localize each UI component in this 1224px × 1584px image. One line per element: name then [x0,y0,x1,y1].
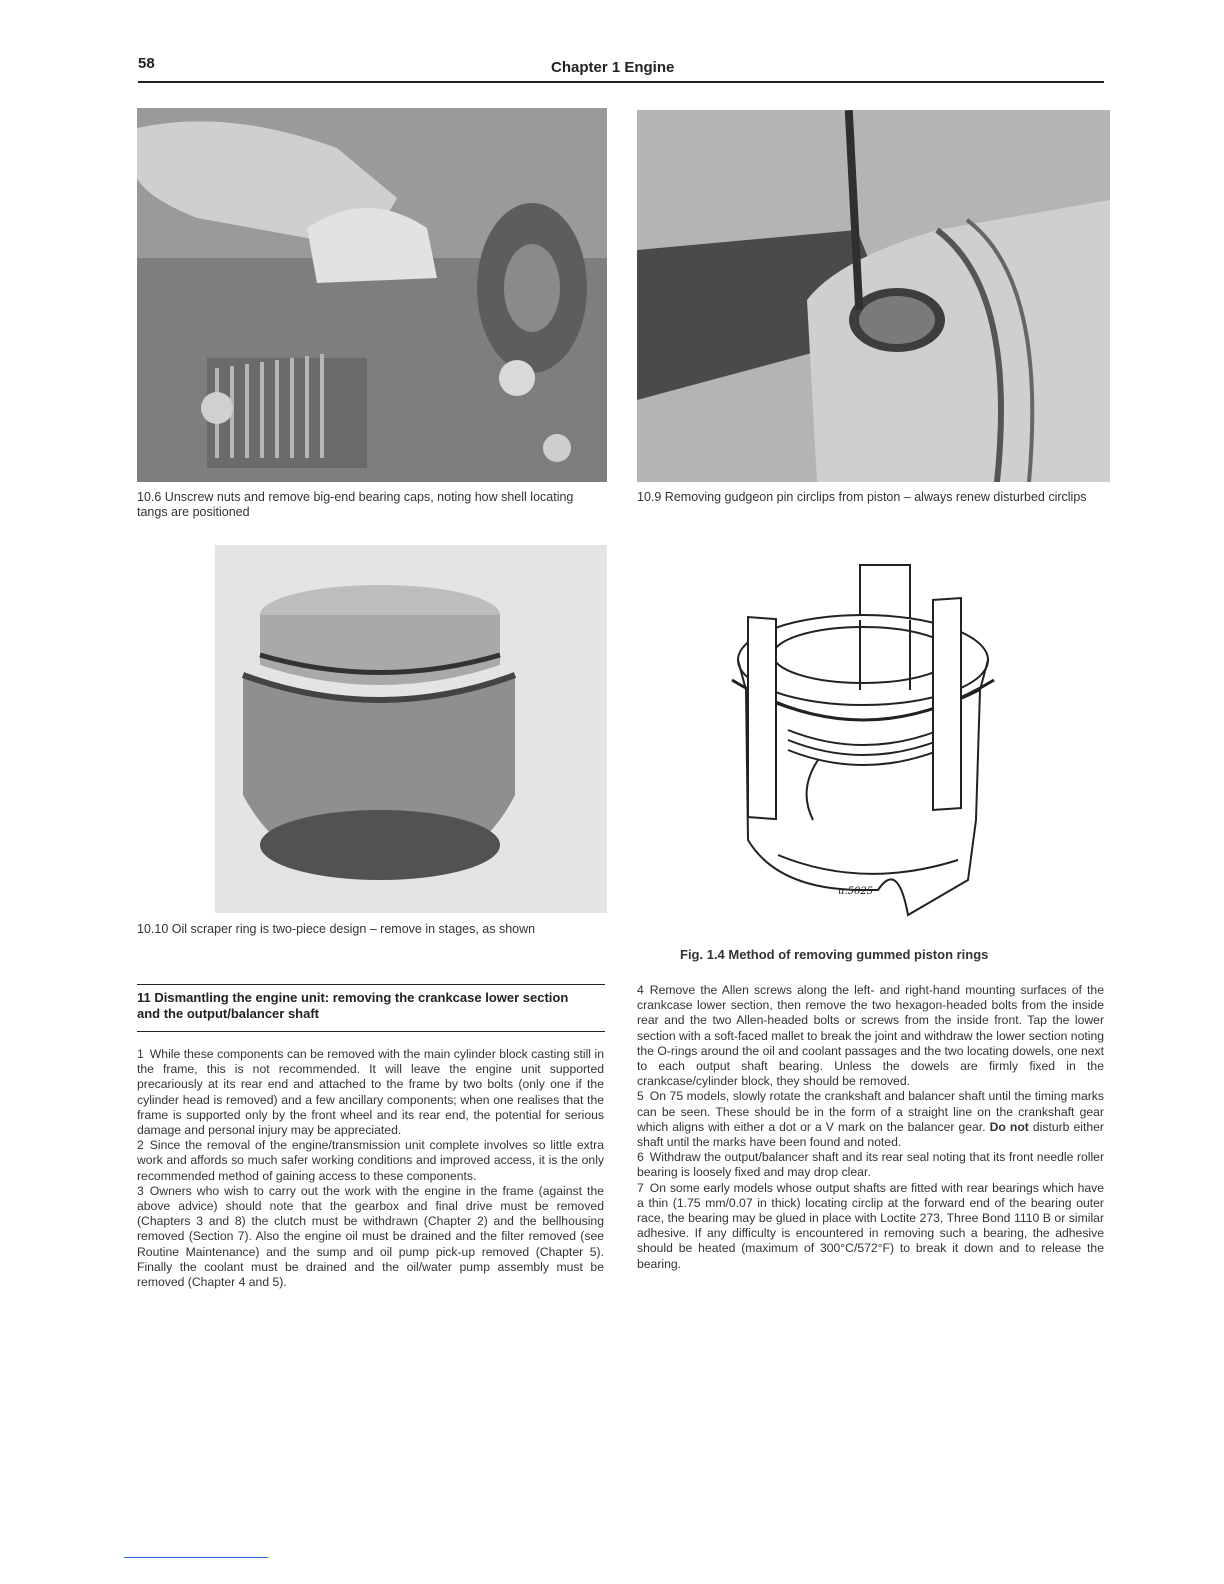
paragraph-7: 7 On some early models whose output shafts are fitted with rear bearings which have a thin (1.75 mm/0.07 in thick) locating circlip at the forward end of the bearing outer race, the bearing may be glued in place with Loctite 273, Three Bond 1110 B or similar adhesive. If any difficulty is encountered in removing such a bearing, the adhesive should be heated (maximum of 300°C/572°F) to break it down and to release the bearing. [637,1180,1104,1271]
photo-10-9 [637,110,1110,482]
figure-reference-code: u.5025 [838,886,874,897]
header-rule [138,81,1104,83]
photo-10-6 [137,108,607,482]
paragraph-4: 4 Remove the Allen screws along the left- and right-hand mounting surfaces of the crankcase lower section, then remove the two hexagon-headed bolts from the inside rear and the two Allen-headed bolts or screws from the inside front. Tap the lower section with a soft-faced mallet to break the joint and withdraw the lower section noting the O-rings around the oil and coolant passages and the two locating dowels, one next to each output shaft bearing. Unless the dowels are firmly fixed in the crankcase/cylinder block, they should be removed. [637,983,1104,1089]
chapter-title: Chapter 1 Engine [551,59,675,76]
caption-10-10: 10.10 Oil scraper ring is two-piece design – remove in stages, as shown [137,922,536,936]
photo-10-10 [215,545,607,913]
left-column [137,1047,604,1290]
footer-link-line [124,1557,268,1558]
caption-10-6: 10.6 Unscrew nuts and remove big-end bearing caps, noting how shell locating tangs are positioned [137,490,574,519]
paragraph-1: 1 While these components can be removed with the main cylinder block casting still in the frame, this is not recommended. It will leave the engine unit supported precariously at its rear end and attached to the frame by two bolts (only one if the cylinder head is removed) and a few ancillary components; when one realises that the frame is supported only by the front wheel and its rear end, the potential for serious damage and personal injury may be appreciated. [137,1047,604,1138]
paragraph-3: 3 Owners who wish to carry out the work with the engine in the frame (against the above advice) should note that the gearbox and final drive must be removed (Chapters 3 and 8) the clutch must be withdrawn (Chapter 2) and the bellhousing removed (Section 7). Also the engine oil must be drained and the filter removed (see Routine Maintenance) and the sump and oil pump pick-up removed (Chapter 5). Finally the coolant must be drained and the oil/water pump assembly must be removed (Chapter 4 and 5). [137,1183,604,1290]
section-rule-bottom [137,1031,605,1032]
section-title: 11 Dismantling the engine unit: removing the crankcase lower section and the output/balancer shaft [137,990,569,1021]
caption-10-9: 10.9 Removing gudgeon pin circlips from piston – always renew disturbed circlips [637,490,1087,504]
paragraph-2: 2 Since the removal of the engine/transmission unit complete involves so little extra work and affords so much safer working conditions and improved access, it is the only recommended method of gaining access to these components. [137,1138,604,1183]
figure-1-4 [718,560,1008,920]
paragraph-5: 5 On 75 models, slowly rotate the crankshaft and balancer shaft until the timing marks can be seen. These should be in the form of a straight line on the crankshaft gear which aligns with either a dot or a V mark on the balancer gear. Do not disturb either shaft until the marks have been found and noted. [637,1089,1104,1150]
section-rule-top [137,984,605,985]
page-number: 58 [138,55,155,72]
figure-caption-1-4: Fig. 1.4 Method of removing gummed piston rings [680,947,989,962]
paragraph-6: 6 Withdraw the output/balancer shaft and its rear seal noting that its front needle roller bearing is loosely fixed and may drop clear. [637,1150,1104,1180]
right-column [637,983,1104,1272]
